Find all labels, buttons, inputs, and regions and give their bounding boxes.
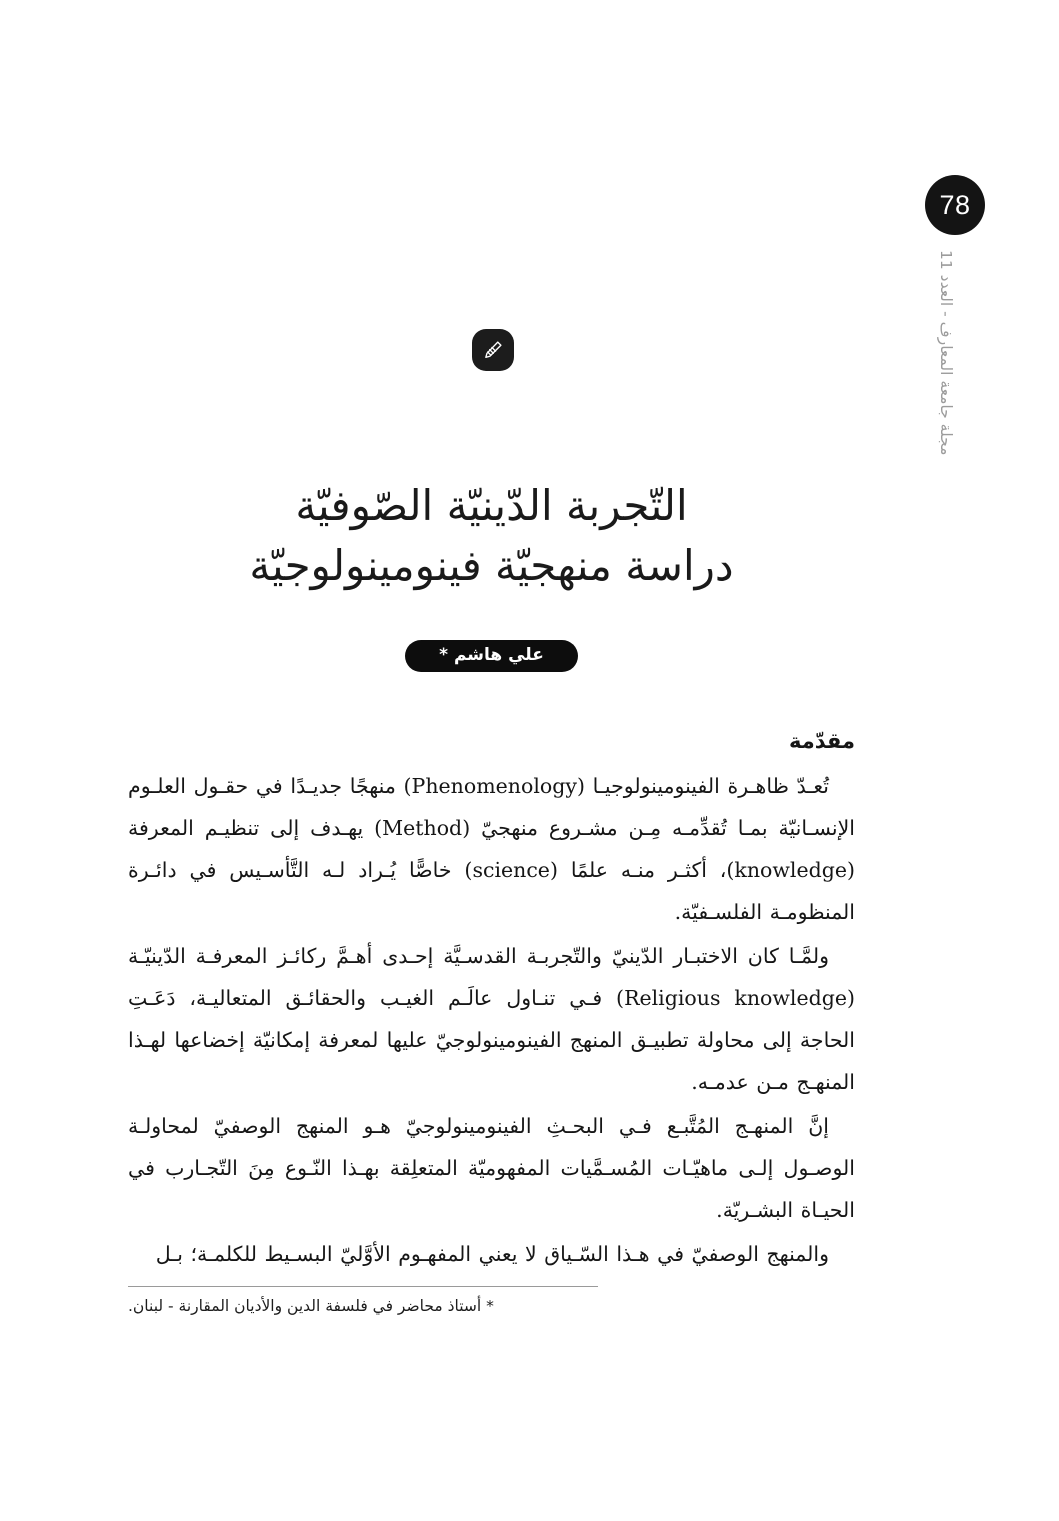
page-number-badge: 78	[925, 175, 985, 235]
arabic-run: تُعـدّ ظاهـرة الفينومينولوجيـا (	[576, 774, 829, 799]
arabic-run: ) يهـدف إلى تنظيـم المعرفة (	[128, 816, 856, 883]
arabic-run: ) منهجًا جديـدًا في حقـول العلـوم الإنسـانيّة بمـا تُقدِّمـه مِـن مشـروع منهجيّ (	[128, 774, 855, 841]
author-footnote: * أستاذ محاضر في فلسفة الدين والأديان المقارنة - لبنان.	[128, 1297, 494, 1315]
arabic-run: ) خاصًّا يُـراد لـه التَّأسـيس في دائـرة المنظومـة الفلسـفيّة.	[128, 858, 855, 925]
article-body	[128, 728, 855, 1277]
article-title-line-1: التّجربة الدّينيّة الصّوفيّة	[295, 481, 688, 530]
latin-term: Phenomenology	[411, 774, 577, 799]
latin-term: Method	[382, 816, 463, 841]
arabic-run: إنَّ المنهـج المُتَّبـع فـي البحـثِ الفينومينولوجيّ هـو المنهج الوصفيّ لمحاولـة الوصـول إلـى ماهيّـات المُسـمَّيات المفهوميّة المتعلِقة بهـذا النّـوع مِنَ التّجـارب في الحيـاة البشـريّة.	[128, 1114, 855, 1223]
footnote-zone	[128, 1286, 855, 1318]
para-4	[128, 1233, 855, 1275]
arabic-run: )، أكثـر منـه علمًا (	[549, 858, 735, 883]
author-badge: علي هاشم *	[405, 640, 578, 672]
journal-issue-label: مجلة جامعة المعارف - العدد 11	[937, 250, 955, 456]
latin-term: science	[472, 858, 550, 883]
arabic-run: ) فـي تنـاول عالَـم الغيـب والحقائـق المتعاليـة، دَعَـتِ الحاجة إلى محاولة تطبيـق المنهج الفينومينولوجيّ عليها لمعرفة إمكانيّة إخضاعها لهـذا المنهـج مـن عدمـه.	[128, 986, 855, 1095]
latin-term: knowledge	[734, 858, 848, 883]
paragraph-list	[128, 765, 855, 1275]
latin-term: Religious knowledge	[624, 986, 848, 1011]
arabic-run: والمنهج الوصفيّ في هـذا السّـياق لا يعني المفهـوم الأوَّليّ البسـيط للكلمـة؛ بـل	[155, 1242, 829, 1267]
pencil-icon-badge	[472, 329, 514, 371]
section-heading-introduction: مقدّمة	[789, 729, 855, 753]
para-2	[128, 935, 855, 1103]
para-3	[128, 1105, 855, 1231]
footnote-divider	[128, 1286, 598, 1287]
arabic-run: ولمَّـا كان الاختبـار الدّينيّ والتّجربـة القدسـيَّة إحـدى أهـمَّ ركائـز المعرفـة الدّينيّـة (	[128, 944, 856, 1011]
para-1	[128, 765, 855, 933]
article-title	[128, 476, 855, 595]
author-row	[128, 640, 855, 672]
article-title-line-2: دراسة منهجيّة فينومينولوجيّة	[249, 540, 734, 590]
pencil-icon	[482, 339, 504, 361]
